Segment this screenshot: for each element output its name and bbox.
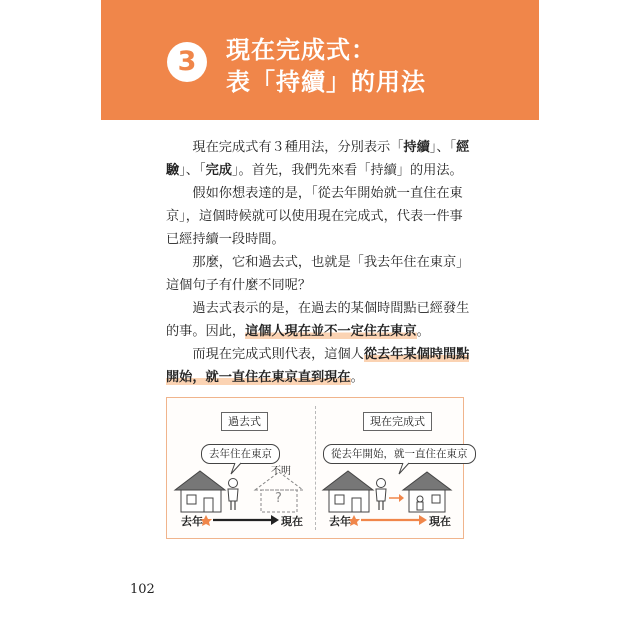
- past-tense-label: 過去式: [221, 412, 268, 431]
- paragraph-text: 現在完成式有３種用法，分別表示「: [192, 140, 404, 155]
- body-paragraph: [166, 297, 474, 343]
- tense-comparison-diagram: [166, 397, 468, 539]
- paragraph-text: 而現在完成式則代表，這個人: [192, 347, 364, 362]
- emphasis-text: 完成: [205, 163, 232, 178]
- body-text: [166, 136, 474, 389]
- paragraph-text: 。: [416, 324, 430, 339]
- past-arrow-head: [271, 515, 279, 525]
- dashed-house-icon: [255, 472, 303, 512]
- past-from-label: 去年: [181, 515, 203, 528]
- past-to-label: 現在: [281, 515, 303, 528]
- person-icon: [228, 479, 238, 511]
- section-title-line2: 表「持續」的用法: [226, 68, 426, 96]
- emphasis-text: 經驗: [166, 140, 470, 178]
- emphasis-text: 這個人現在並不一定住在東京: [245, 324, 417, 339]
- section-number-badge: 3: [167, 42, 207, 82]
- paragraph-text: 假如你想表達的是，「從去年開始就一直住在東京」，這個時候就可以使用現在完成式，代表一件事已經持續一段時間。: [166, 186, 463, 247]
- past-bubble-tail: [231, 463, 241, 474]
- present-perfect-bubble: 從去年開始，就一直住在東京: [323, 444, 476, 464]
- paragraph-text: 」、「: [429, 140, 457, 155]
- move-arrow-icon: [389, 494, 404, 502]
- person-icon: [376, 479, 386, 511]
- section-title: [226, 34, 426, 98]
- emphasis-text: 持續: [403, 140, 430, 155]
- perfect-from-label: 去年: [329, 515, 351, 528]
- page-number: 102: [130, 582, 155, 597]
- paragraph-text: 過去式表示的是，在過去的某個時間點已經發生的事。因此，: [166, 301, 470, 339]
- paragraph-text: 」、「: [179, 163, 206, 178]
- perfect-timeline: [348, 515, 427, 526]
- body-paragraph: [166, 251, 474, 297]
- emphasis-text: 從去年某個時間點開始，就一直住在東京直到現在: [166, 347, 470, 385]
- body-paragraph: [166, 343, 474, 389]
- perfect-bubble-tail: [399, 463, 409, 474]
- past-timeline: [200, 515, 279, 526]
- perfect-arrow-head: [419, 515, 427, 525]
- unknown-label: 不明: [271, 466, 291, 477]
- svg-text:?: ?: [275, 491, 282, 506]
- house-icon: [323, 471, 373, 512]
- perfect-to-label: 現在: [429, 515, 451, 528]
- paragraph-text: 。: [350, 370, 364, 385]
- present-perfect-label: 現在完成式: [363, 412, 432, 431]
- paragraph-text: 」。首先，我們先來看「持續」的用法。: [231, 163, 463, 178]
- section-title-line1: 現在完成式：: [226, 36, 376, 64]
- house-icon: [175, 471, 225, 512]
- past-tense-bubble: 去年住在東京: [201, 444, 280, 464]
- body-paragraph: [166, 136, 474, 182]
- body-paragraph: [166, 182, 474, 251]
- paragraph-text: 那麼，它和過去式，也就是「我去年住在東京」這個句子有什麼不同呢？: [166, 255, 470, 293]
- house-with-person-icon: [403, 472, 451, 512]
